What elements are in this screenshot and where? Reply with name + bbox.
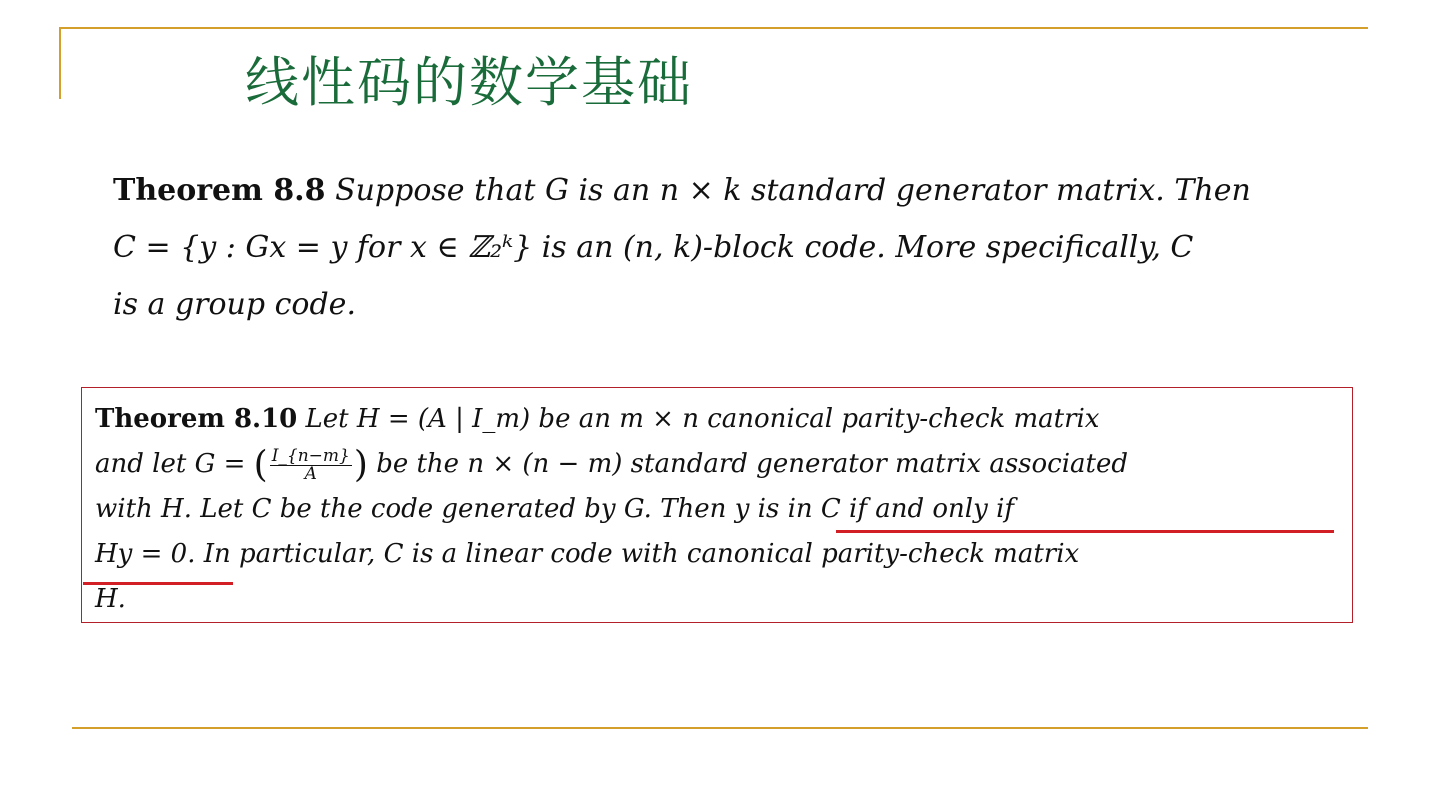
theorem-8-10-line-2-post: be the n × (n − m) standard generator matrix associated (376, 449, 1129, 479)
theorem-8-10-line-2-pre: and let G = (95, 449, 246, 479)
theorem-8-10-line-4: Hy = 0. In particular, C is a linear code with canonical parity-check matrix (95, 539, 1080, 569)
slide-title: 线性码的数学基础 (245, 51, 693, 114)
fraction-denominator: A (304, 463, 317, 484)
highlight-underline-1 (836, 530, 1334, 533)
right-paren-glyph: ) (353, 444, 368, 486)
slide-top-rule (59, 27, 1368, 29)
theorem-8-8-text-1: Suppose that G is an n × k standard generator matrix. Then (335, 173, 1251, 208)
theorem-8-8-line-3: is a group code. (113, 287, 356, 322)
slide-left-rule (59, 27, 61, 99)
theorem-8-10-line-3: with H. Let C be the code generated by G. Then y is in C if and only if (95, 494, 1015, 524)
slide-bottom-rule (72, 727, 1368, 729)
theorem-8-8-heading: Theorem 8.8 (113, 173, 326, 208)
left-paren-glyph: ( (253, 444, 268, 486)
theorem-8-10-heading: Theorem 8.10 (95, 404, 298, 434)
highlight-underline-2 (83, 582, 233, 585)
theorem-8-10 (95, 397, 1340, 622)
theorem-8-10-text-1: Let H = (A | I_m) be an m × n canonical parity-check matrix (305, 404, 1100, 434)
theorem-8-8-line-2: C = {y : Gx = y for x ∈ ℤ₂ᵏ} is an (n, k)-block code. More specifically, C (113, 230, 1194, 265)
generator-fraction (270, 445, 352, 484)
theorem-8-10-line-5: H. (95, 584, 126, 614)
theorem-8-8-line-1 (113, 162, 1338, 219)
theorem-8-10-line-1 (95, 397, 1340, 442)
theorem-8-8 (113, 162, 1338, 333)
theorem-8-10-line-2 (95, 442, 1340, 487)
fraction-numerator: I_{n−m} (271, 445, 350, 466)
